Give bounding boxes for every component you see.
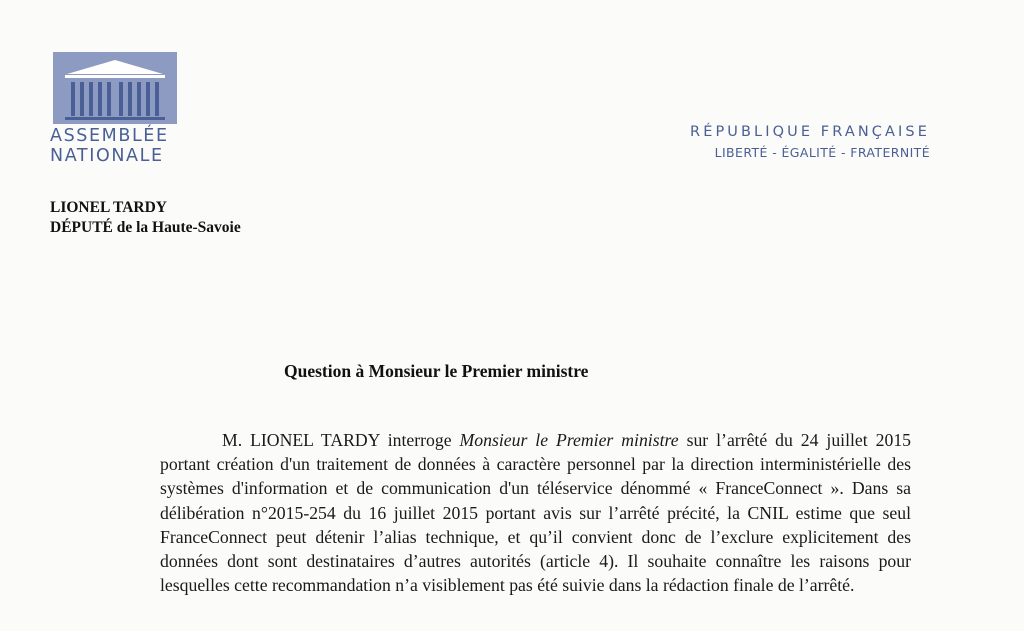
assemblee-nationale-logo	[50, 52, 180, 170]
author-block	[50, 198, 241, 238]
question-lead: M. LIONEL TARDY interroge	[222, 430, 452, 450]
author-title: DÉPUTÉ de la Haute-Savoie	[50, 219, 241, 236]
logo-line-nationale: NATIONALE	[50, 146, 164, 166]
republic-title: RÉPUBLIQUE FRANÇAISE	[690, 124, 930, 140]
logo-wordmark	[50, 126, 182, 166]
question-addressee: Monsieur le Premier ministre	[459, 430, 679, 450]
question-text: sur l’arrêté du 24 juillet 2015 portant création d'un traitement de données à caractère personnel par la direction interministérielle des systèmes d'information et de communication d'un téléservice dénommé « FranceConnect ». Dans sa délibération n°2015-254 du 16 juillet 2015 portant avis sur l’arrêté précité, la CNIL estime que seul FranceConnect peut détenir l’alias technique, et qu’il convient donc de l’exclure explicitement des données dont sont destinataires d’autres autorités (article 4). Il souhaite connaître les raisons pour lesquelles cette recommandation n’a visiblement pas été suivie dans la rédaction finale de l’arrêté.	[160, 430, 912, 596]
author-name: LIONEL TARDY	[50, 199, 167, 216]
national-assembly-building-icon	[53, 52, 177, 124]
question-subject: Question à Monsieur le Premier ministre	[284, 361, 589, 381]
logo-line-assemblee: ASSEMBLÉE	[50, 126, 169, 146]
question-paragraph	[160, 428, 911, 597]
question-body	[160, 428, 911, 597]
republic-motto: LIBERTÉ - ÉGALITÉ - FRATERNITÉ	[714, 145, 930, 160]
republic-header	[690, 122, 930, 164]
